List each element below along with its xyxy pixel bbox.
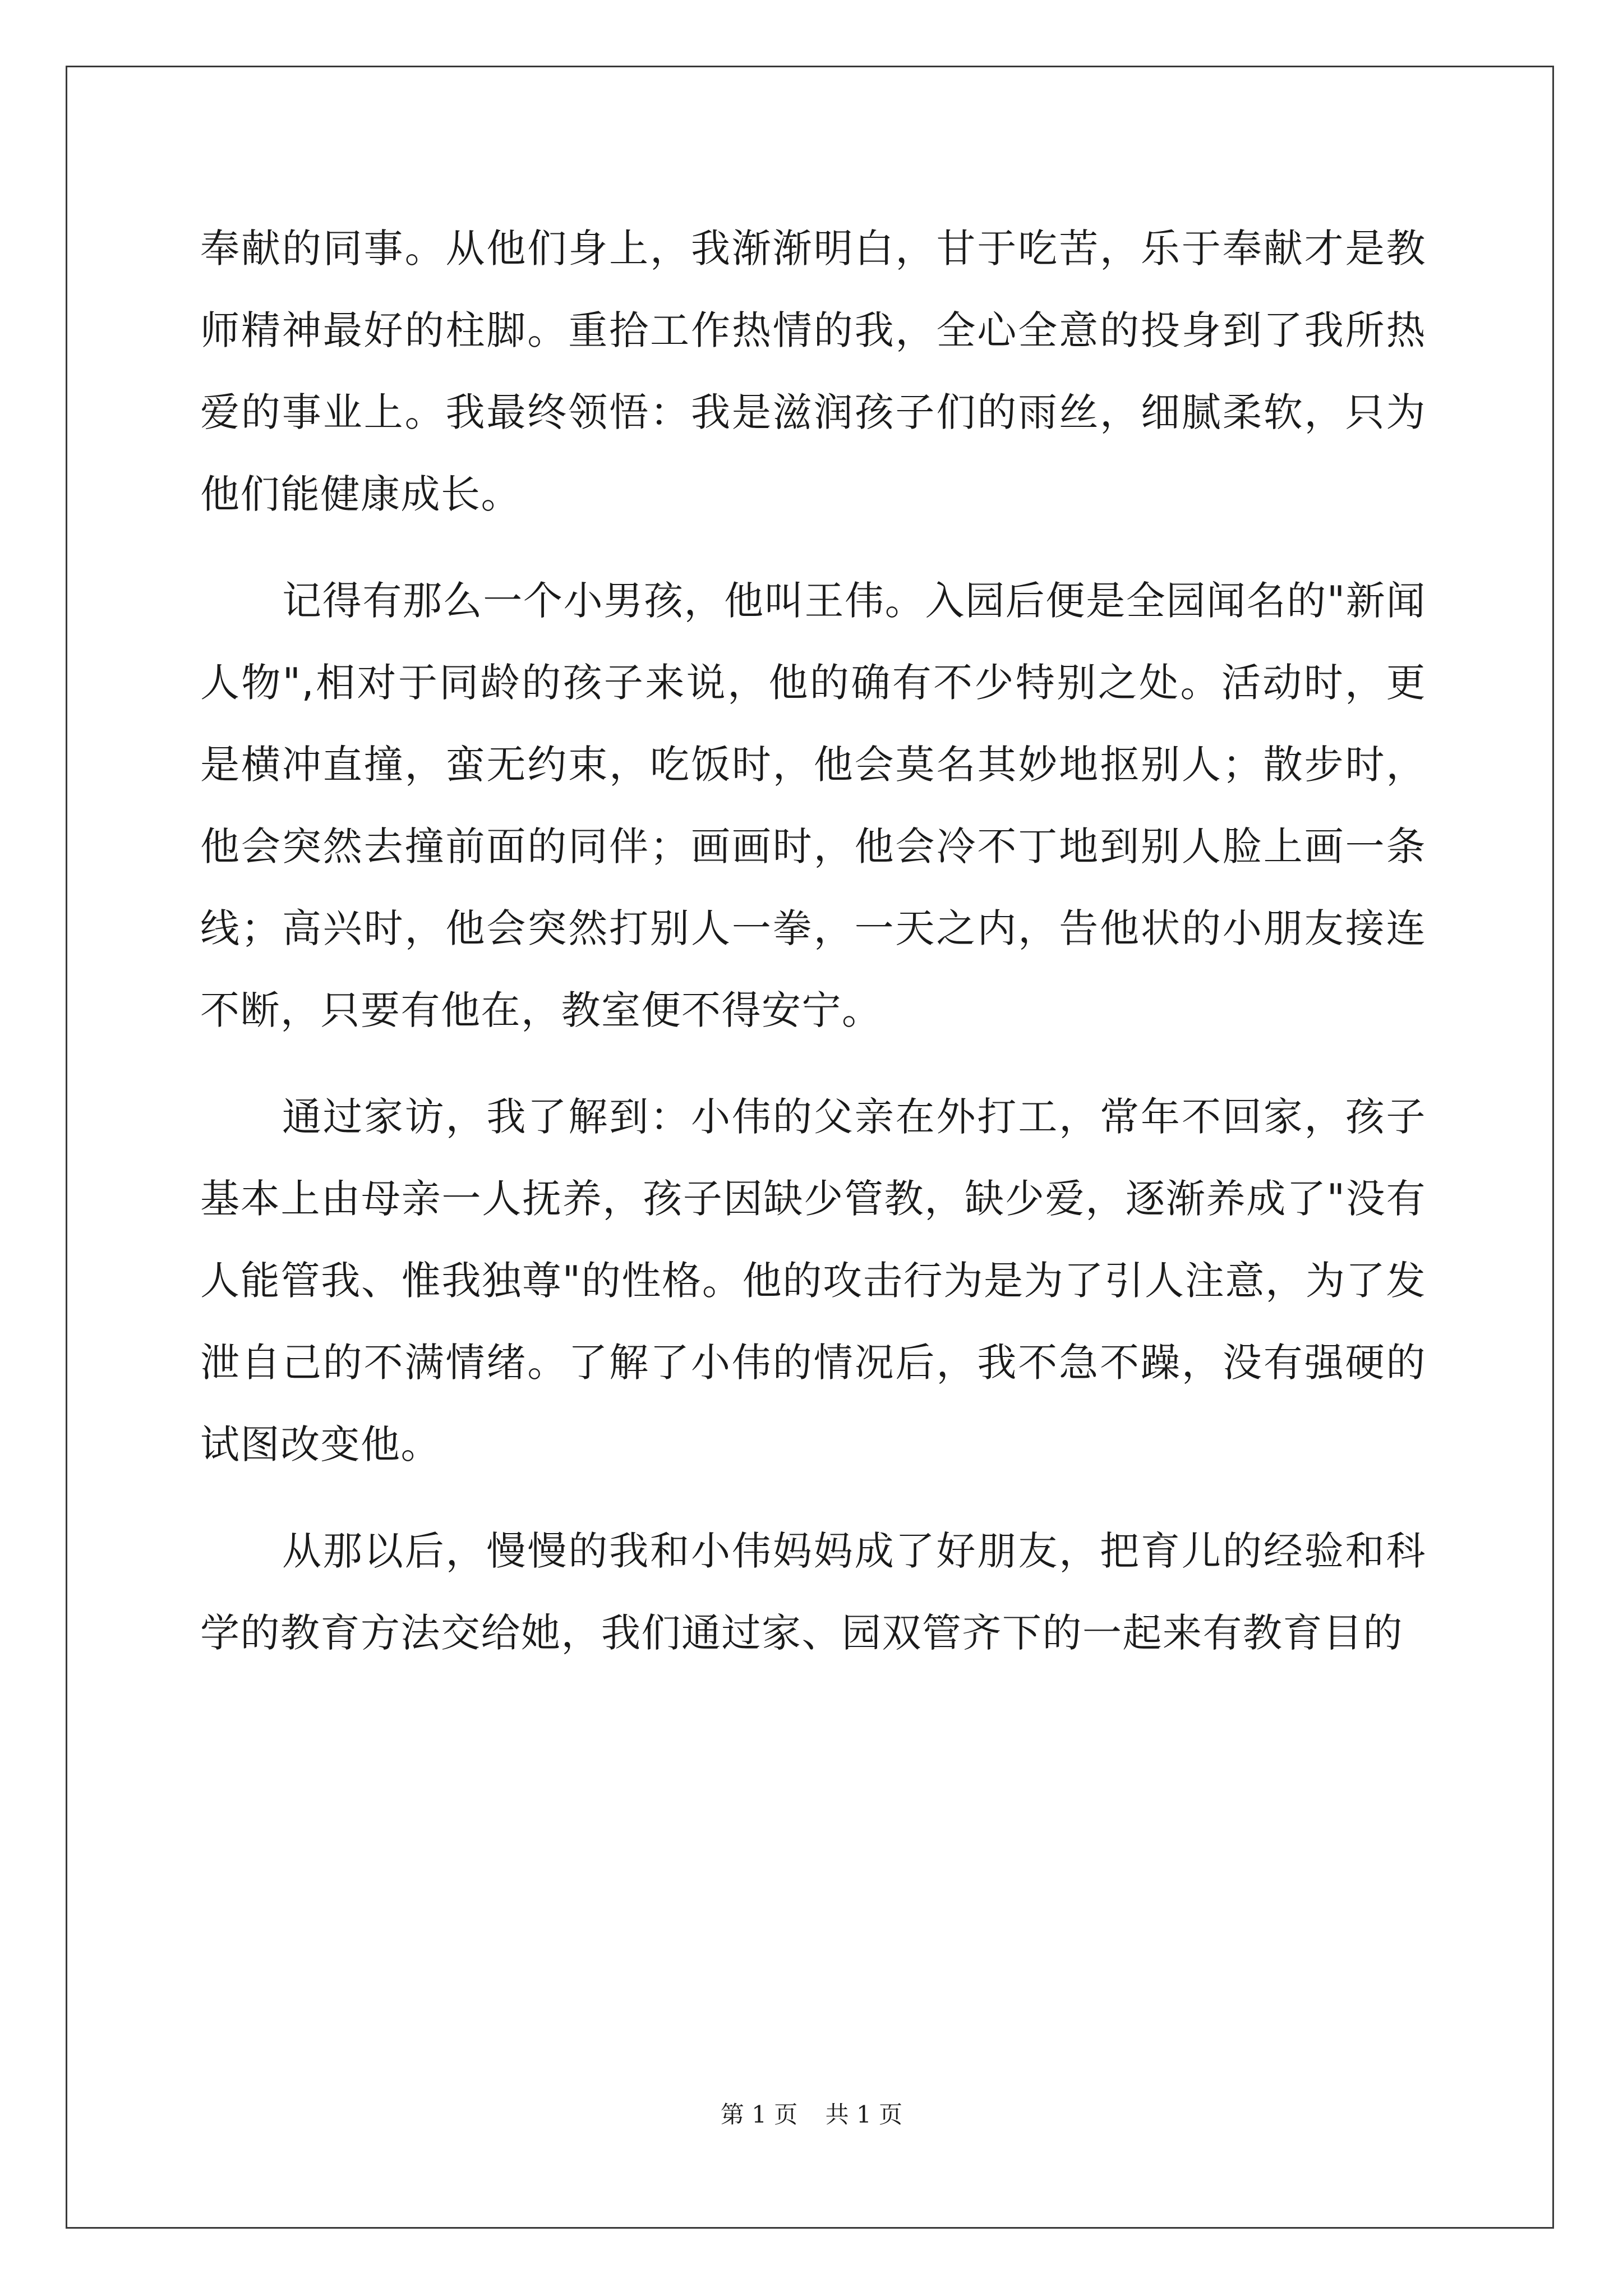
document-body: [200, 208, 1426, 1674]
paragraph-wang-wei-intro: 记得有那么一个小男孩，他叫王伟。入园后便是全园闻名的"新闻人物",相对于同龄的孩子来说，他的确有不少特别之处。活动时，更是横冲直撞，蛮无约束，吃饭时，他会莫名其妙地抠别人；散步时，他会突然去撞前面的同伴；画画时，他会冷不丁地到别人脸上画一条线；高兴时，他会突然打别人一拳，一天之内，告他状的小朋友接连不断，只要有他在，教室便不得安宁。: [200, 578, 1426, 1033]
paragraph-home-visit: 通过家访，我了解到：小伟的父亲在外打工，常年不回家，孩子基本上由母亲一人抚养，孩子因缺少管教，缺少爱，逐渐养成了"没有人能管我、惟我独尊"的性格。他的攻击行为是为了引人注意，为了发泄自己的不满情绪。了解了小伟的情况后，我不急不躁，没有强硬的试图改变他。: [200, 1094, 1426, 1467]
paragraph-continued: 奉献的同事。从他们身上，我渐渐明白，甘于吃苦，乐于奉献才是教师精神最好的柱脚。重拾工作热情的我，全心全意的投身到了我所热爱的事业上。我最终领悟：我是滋润孩子们的雨丝，细腻柔软，只为他们能健康成长。: [200, 226, 1426, 517]
page-total: 共 1 页: [825, 2101, 903, 2128]
page-number: 第 1 页: [720, 2101, 798, 2128]
page-footer: [0, 2098, 1623, 2132]
paragraph-from-then-on: 从那以后，慢慢的我和小伟妈妈成了好朋友，把育儿的经验和科学的教育方法交给她，我们通过家、园双管齐下的一起来有教育目的: [200, 1528, 1426, 1656]
